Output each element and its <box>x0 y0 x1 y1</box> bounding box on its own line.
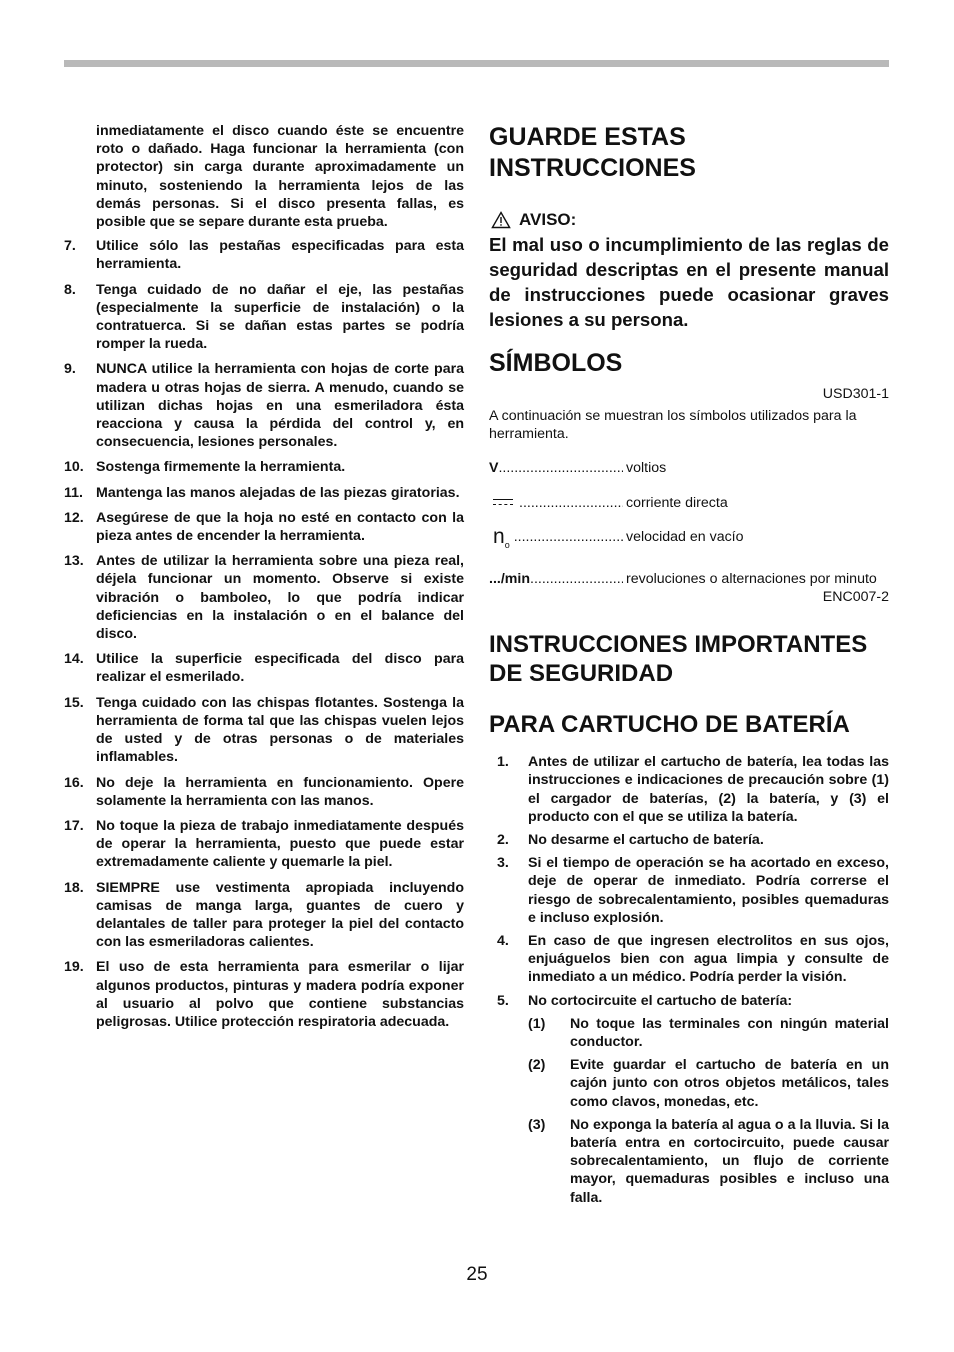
symbol-row-per-minute <box>489 570 889 588</box>
symbol-row-dc <box>489 494 889 512</box>
leader-dots <box>498 459 623 477</box>
direct-current-icon <box>489 494 519 512</box>
battery-sublist <box>528 1015 889 1207</box>
symbol-row-volts <box>489 459 889 477</box>
list-item: 7. Utilice sólo las pestañas especificadas para esta herramienta. <box>64 238 464 273</box>
symbol-row-no-load-speed <box>489 524 889 554</box>
list-item: 4. En caso de que ingresen electrolitos en sus ojos, enjuáguelos bien con agua limpia y consulte de inmediato a un médico. Podría perder la visión. <box>497 933 889 986</box>
list-item: 3. Si el tiempo de operación se ha acortado en exceso, deje de operar de inmediato. Podría correrse el riesgo de sobrecalentamiento, posibles quemaduras e incluso explosión. <box>497 855 889 926</box>
heading-important-instructions: INSTRUCCIONES IMPORTANTES DE SEGURIDAD <box>489 631 868 688</box>
right-column <box>489 122 889 1212</box>
heading-symbols: SÍMBOLOS <box>489 349 623 377</box>
symbol-key: .../min <box>489 571 530 587</box>
code-usd301: USD301-1 <box>822 386 889 402</box>
list-item: 2. No desarme el cartucho de batería. <box>497 832 764 849</box>
leader-dots <box>519 494 623 512</box>
list-item: 13. Antes de utilizar la herramienta sobre una pieza real, déjela funcionar un momento. Observe si existe vibración o bamboleo, lo que podría indicar deficiencias en la instalación o en el balance del disco. <box>64 553 464 643</box>
top-rule <box>64 60 889 67</box>
symbols-intro: A continuación se muestran los símbolos utilizados para la herramienta. <box>489 408 857 443</box>
list-item: 8. Tenga cuidado de no dañar el eje, las pestañas (especialmente la superficie de instalación) o la contratuerca. Si se dañan estas partes se podría romper la rueda. <box>64 281 464 353</box>
aviso-header <box>489 210 889 230</box>
safety-list <box>64 237 464 1031</box>
warning-triangle-icon <box>491 211 511 229</box>
list-item: 14. Utilice la superficie especificada del disco para realizar el esmerilado. <box>64 651 464 686</box>
heading-battery: PARA CARTUCHO DE BATERÍA <box>489 711 850 739</box>
list-item: 12. Asegúrese de que la hoja no esté en contacto con la pieza antes de encender la herramienta. <box>64 509 464 545</box>
symbol-value: voltios <box>626 460 667 477</box>
list-item: (3) No exponga la batería al agua o a la lluvia. Si la batería entra en cortocircuito, puede causar sobrecalentamiento, un flujo de corriente mayor, quemaduras posibles e incluso una falla. <box>528 1116 889 1206</box>
no-load-speed-icon: $n_o$ <box>493 524 510 550</box>
list-item: 15. Tenga cuidado con las chispas flotantes. Sostenga la herramienta de forma tal que las chispas vuelen lejos de usted y de otras personas o de materiales inflamables. <box>64 694 464 766</box>
heading-save-instructions: GUARDE ESTAS INSTRUCCIONES <box>489 123 696 182</box>
list-item: 1. Antes de utilizar el cartucho de batería, lea todas las instrucciones e indicaciones de precaución sobre (1) el cargador de baterías, (2) la batería, y (3) el producto con el que se utiliza la batería. <box>497 754 889 825</box>
page-number: 25 <box>466 1264 488 1285</box>
list-item: (1) No toque las terminales con ningún material conductor. <box>528 1015 889 1051</box>
list-item: 10. Sostenga firmemente la herramienta. <box>64 459 346 476</box>
list-item: 5. No cortocircuite el cartucho de batería: (1) No toque las terminales con ningún material conductor. (2) Evite guardar el cartucho de batería en un cajón junto con otros objetos metálicos, tales como clavos, monedas, etc. (3) No exponga la batería al agua o a la lluvia. Si la batería entra en cortocircuito, puede causar sobrecalentamiento, un flujo de corriente mayor, quemaduras posibles e incluso una falla. <box>497 992 889 1206</box>
aviso-text: El mal uso o incumplimiento de las reglas de seguridad descriptas en el presente manual de instrucciones puede ocasionar graves lesiones a su persona. <box>489 234 889 330</box>
list-item: 11. Mantenga las manos alejadas de las piezas giratorias. <box>64 484 460 501</box>
list-item: 17. No toque la pieza de trabajo inmediatamente después de operar la herramienta, puesto que puede estar extremadamente caliente y quemarle la piel. <box>64 817 464 871</box>
list-item: 18. SIEMPRE use vestimenta apropiada incluyendo camisas de manga larga, guantes de cuero y delantales de taller para proteger la piel del contacto con las esmeriladoras calientes. <box>64 879 464 951</box>
code-enc007: ENC007-2 <box>822 589 889 606</box>
symbol-value: velocidad en vacío <box>626 528 744 545</box>
list-item: (2) Evite guardar el cartucho de batería en un cajón junto con otros objetos metálicos, tales como clavos, monedas, etc. <box>528 1057 889 1110</box>
leader-dots <box>514 528 623 554</box>
list-item: 9. NUNCA utilice la herramienta con hojas de corte para madera u otras hojas de sierra. A menudo, cuando se utilizan dichas hojas en una esmeriladora ésta reacciona y causa la pérdida del control y, en consecuencia, lesiones personales. <box>64 361 464 451</box>
list-item: 16. No deje la herramienta en funcionamiento. Opere solamente la herramienta con las manos. <box>64 774 464 809</box>
list-item: 19. El uso de esta herramienta para esmerilar o lijar algunos productos, pinturas y madera podría exponer al usuario al polvo que contiene substancias peligrosas. Utilice protección respiratoria adecuada. <box>64 959 464 1030</box>
symbol-value: corriente directa <box>626 494 728 511</box>
aviso-label: AVISO: <box>519 210 577 229</box>
leader-dots <box>530 570 623 588</box>
battery-list <box>489 753 889 1207</box>
symbol-key: V <box>489 460 499 477</box>
left-column <box>64 122 464 1038</box>
continued-paragraph: inmediatamente el disco cuando éste se encuentre roto o dañado. Haga funcionar la herramienta (con protector) sin carga durante aproximadamente un minuto, sosteniendo la herramienta lejos de las demás personas. Si el disco presenta fallas, es posible que se separe durante esta prueba. <box>96 123 464 231</box>
symbol-value: revoluciones o alternaciones por minuto <box>626 571 877 587</box>
